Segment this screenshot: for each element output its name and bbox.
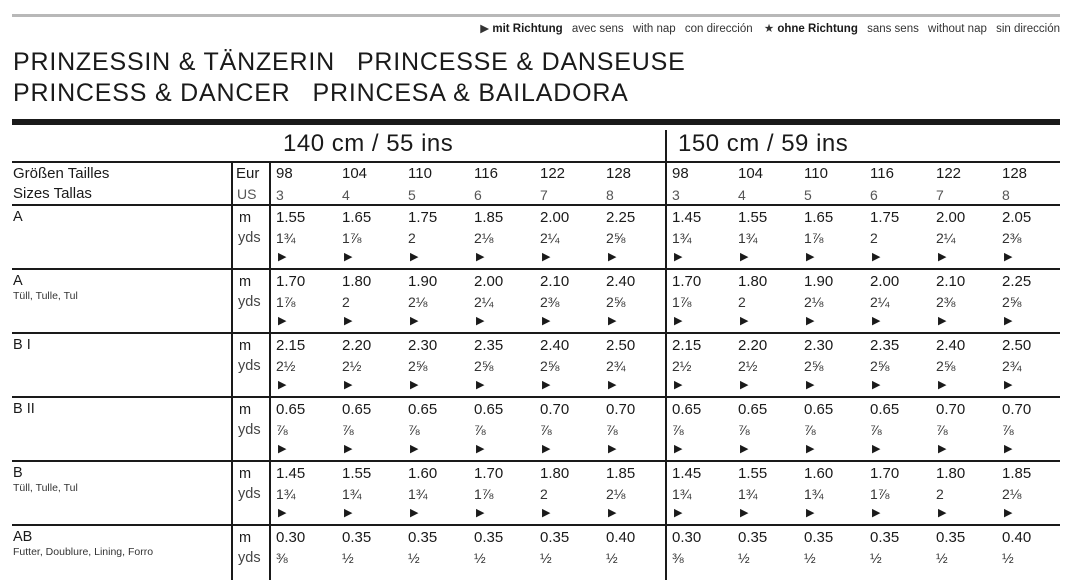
yards-value: 1¾ xyxy=(276,486,296,502)
with-nap-arrow-icon: ▶ xyxy=(872,315,881,327)
yards-value: ½ xyxy=(936,550,948,566)
yards-value: 1¾ xyxy=(276,230,296,246)
us-size: 3 xyxy=(672,187,680,203)
header-bottom-rule xyxy=(12,204,1060,206)
legend-without-nap-es: sin dirección xyxy=(996,23,1060,35)
with-nap-arrow-icon: ▶ xyxy=(542,443,551,455)
yards-value: 2⅜ xyxy=(1002,230,1022,246)
yards-value: 1⅞ xyxy=(276,294,296,310)
yards-value: ⅞ xyxy=(804,422,816,438)
with-nap-arrow-icon: ▶ xyxy=(344,507,353,519)
with-nap-arrow-icon: ▶ xyxy=(476,315,485,327)
yards-value: ⅞ xyxy=(342,422,354,438)
eur-label: Eur xyxy=(236,165,260,182)
with-nap-arrow-icon: ▶ xyxy=(278,251,287,263)
with-nap-arrow-icon: ▶ xyxy=(806,315,815,327)
fabric-width-140: 140 cm / 55 ins xyxy=(283,130,454,157)
us-size: 6 xyxy=(870,187,878,203)
unit-meters: m xyxy=(239,210,252,226)
meters-value: 2.00 xyxy=(870,273,900,290)
meters-value: 2.20 xyxy=(738,337,768,354)
eur-size: 116 xyxy=(870,165,894,182)
yards-value: ½ xyxy=(408,550,420,566)
with-nap-arrow-icon: ▶ xyxy=(872,507,881,519)
yards-value: 2⅝ xyxy=(870,358,890,374)
meters-value: 1.65 xyxy=(342,209,372,226)
with-nap-arrow-icon: ▶ xyxy=(674,507,683,519)
with-nap-arrow-icon: ▶ xyxy=(542,507,551,519)
row-divider xyxy=(12,396,1060,398)
eur-size: 128 xyxy=(1002,165,1028,182)
yards-value: 2⅝ xyxy=(606,294,626,310)
title-line-2 xyxy=(13,79,629,108)
legend-without-nap-fr: sans sens xyxy=(867,23,919,35)
title-en: PRINCESS & DANCER xyxy=(13,79,291,107)
meters-value: 0.65 xyxy=(342,401,372,418)
yards-value: ⅞ xyxy=(474,422,486,438)
meters-value: 1.75 xyxy=(408,209,438,226)
with-nap-arrow-icon: ▶ xyxy=(1004,443,1013,455)
title-line-1 xyxy=(13,48,686,77)
us-size: 5 xyxy=(804,187,812,203)
with-nap-arrow-icon: ▶ xyxy=(410,251,419,263)
unit-meters: m xyxy=(239,338,252,354)
meters-value: 2.30 xyxy=(408,337,438,354)
yards-value: 2½ xyxy=(276,358,296,374)
eur-size: 116 xyxy=(474,165,498,182)
yards-value: 2 xyxy=(540,486,548,502)
yards-value: ⅞ xyxy=(1002,422,1014,438)
meters-value: 1.55 xyxy=(738,465,768,482)
yards-value: ½ xyxy=(540,550,552,566)
meters-value: 1.80 xyxy=(540,465,570,482)
meters-value: 0.65 xyxy=(474,401,504,418)
with-nap-arrow-icon: ▶ xyxy=(476,379,485,391)
with-nap-arrow-icon: ▶ xyxy=(740,379,749,391)
meters-value: 0.30 xyxy=(672,529,702,546)
with-nap-arrow-icon: ▶ xyxy=(872,251,881,263)
meters-value: 1.70 xyxy=(870,465,900,482)
unit-yards: yds xyxy=(238,230,261,246)
yards-value: 1¾ xyxy=(408,486,428,502)
yards-value: 2⅛ xyxy=(804,294,824,310)
yards-value: 2½ xyxy=(342,358,362,374)
with-nap-arrow-icon: ▶ xyxy=(608,379,617,391)
yards-value: 2¼ xyxy=(540,230,560,246)
meters-value: 2.40 xyxy=(606,273,636,290)
yards-value: 1¾ xyxy=(342,486,362,502)
yards-value: ⅜ xyxy=(276,550,288,566)
eur-size: 122 xyxy=(936,165,962,182)
meters-value: 0.35 xyxy=(408,529,438,546)
yards-value: 2⅜ xyxy=(936,294,956,310)
yards-value: 2¾ xyxy=(1002,358,1022,374)
yards-value: ½ xyxy=(870,550,882,566)
meters-value: 1.55 xyxy=(342,465,372,482)
meters-value: 2.30 xyxy=(804,337,834,354)
meters-value: 0.65 xyxy=(870,401,900,418)
with-nap-arrow-icon: ▶ xyxy=(806,443,815,455)
meters-value: 1.85 xyxy=(474,209,504,226)
with-nap-arrow-icon: ▶ xyxy=(938,507,947,519)
fabric-row-label: B I xyxy=(13,337,31,353)
meters-value: 0.35 xyxy=(540,529,570,546)
meters-value: 1.70 xyxy=(672,273,702,290)
meters-value: 1.80 xyxy=(738,273,768,290)
meters-value: 2.50 xyxy=(1002,337,1032,354)
meters-value: 0.40 xyxy=(1002,529,1032,546)
yards-value: 2⅛ xyxy=(606,486,626,502)
with-nap-arrow-icon: ▶ xyxy=(608,443,617,455)
unit-yards: yds xyxy=(238,294,261,310)
yards-value: 2⅝ xyxy=(408,358,428,374)
meters-value: 1.55 xyxy=(276,209,306,226)
meters-value: 1.90 xyxy=(408,273,438,290)
with-nap-arrow-icon: ▶ xyxy=(806,379,815,391)
unit-meters: m xyxy=(239,274,252,290)
yards-value: 2⅝ xyxy=(474,358,494,374)
with-nap-arrow-icon: ▶ xyxy=(278,443,287,455)
yards-value: ½ xyxy=(606,550,618,566)
yards-value: 1⅞ xyxy=(672,294,692,310)
meters-value: 0.65 xyxy=(672,401,702,418)
with-nap-arrow-icon: ▶ xyxy=(410,315,419,327)
eur-size: 98 xyxy=(672,165,689,182)
meters-value: 1.70 xyxy=(276,273,306,290)
meters-value: 2.15 xyxy=(276,337,306,354)
meters-value: 2.35 xyxy=(474,337,504,354)
legend-without-nap-en: without nap xyxy=(928,23,987,35)
with-nap-arrow-icon: ▶ xyxy=(740,251,749,263)
yards-value: 2¾ xyxy=(606,358,626,374)
yards-value: 2 xyxy=(738,294,746,310)
label-column-divider xyxy=(231,161,233,580)
with-nap-arrow-icon: ▶ xyxy=(410,507,419,519)
meters-value: 2.00 xyxy=(474,273,504,290)
fabric-row-sublabel: Tüll, Tulle, Tul xyxy=(13,482,78,494)
unit-yards: yds xyxy=(238,358,261,374)
yards-value: 2¼ xyxy=(936,230,956,246)
legend-with-nap-de: mit Richtung xyxy=(492,23,563,35)
with-nap-arrow-icon: ▶ xyxy=(674,379,683,391)
meters-value: 0.65 xyxy=(804,401,834,418)
meters-value: 2.15 xyxy=(672,337,702,354)
title-fr: PRINCESSE & DANSEUSE xyxy=(356,48,686,76)
fabric-row-sublabel: Tüll, Tulle, Tul xyxy=(13,290,78,302)
with-nap-arrow-icon: ▶ xyxy=(542,379,551,391)
yards-value: 2 xyxy=(936,486,944,502)
with-nap-arrow-icon: ▶ xyxy=(938,315,947,327)
meters-value: 2.25 xyxy=(1002,273,1032,290)
yards-value: 2⅛ xyxy=(408,294,428,310)
meters-value: 1.80 xyxy=(936,465,966,482)
yards-value: ⅞ xyxy=(672,422,684,438)
meters-value: 0.70 xyxy=(936,401,966,418)
meters-value: 0.40 xyxy=(606,529,636,546)
yards-value: 2⅝ xyxy=(1002,294,1022,310)
meters-value: 2.10 xyxy=(936,273,966,290)
with-nap-arrow-icon: ▶ xyxy=(608,315,617,327)
unit-column-divider xyxy=(269,161,271,580)
us-size: 7 xyxy=(936,187,944,203)
yards-value: ⅜ xyxy=(672,550,684,566)
fabric-row-label: A xyxy=(13,209,23,225)
with-nap-arrow-icon: ▶ xyxy=(278,315,287,327)
yards-value: 2½ xyxy=(738,358,758,374)
legend-with-nap-en: with nap xyxy=(632,23,676,35)
with-nap-arrow-icon: ▶ xyxy=(480,23,490,35)
with-nap-arrow-icon: ▶ xyxy=(410,443,419,455)
sizes-label-de-fr: Größen Tailles xyxy=(13,165,110,182)
with-nap-arrow-icon: ▶ xyxy=(938,251,947,263)
yards-value: 2⅝ xyxy=(804,358,824,374)
with-nap-arrow-icon: ▶ xyxy=(608,507,617,519)
unit-meters: m xyxy=(239,466,252,482)
meters-value: 0.70 xyxy=(540,401,570,418)
meters-value: 1.80 xyxy=(342,273,372,290)
with-nap-arrow-icon: ▶ xyxy=(674,443,683,455)
row-divider xyxy=(12,460,1060,462)
with-nap-arrow-icon: ▶ xyxy=(410,379,419,391)
meters-value: 2.00 xyxy=(936,209,966,226)
us-label: US xyxy=(237,186,257,202)
unit-yards: yds xyxy=(238,422,261,438)
with-nap-arrow-icon: ▶ xyxy=(938,443,947,455)
with-nap-arrow-icon: ▶ xyxy=(740,315,749,327)
fabric-row-label: A xyxy=(13,273,23,289)
eur-size: 98 xyxy=(276,165,293,182)
without-nap-star-icon: ★ xyxy=(763,23,775,35)
yards-value: 2¼ xyxy=(870,294,890,310)
yards-value: ½ xyxy=(342,550,354,566)
eur-size: 110 xyxy=(408,165,432,182)
meters-value: 1.85 xyxy=(1002,465,1032,482)
with-nap-arrow-icon: ▶ xyxy=(674,315,683,327)
yards-value: 1⅞ xyxy=(474,486,494,502)
us-size: 4 xyxy=(342,187,350,203)
with-nap-arrow-icon: ▶ xyxy=(278,507,287,519)
eur-size: 104 xyxy=(738,165,764,182)
meters-value: 1.60 xyxy=(804,465,834,482)
fabric-row-label: AB xyxy=(13,529,33,545)
top-rule xyxy=(12,14,1060,17)
yards-value: 1¾ xyxy=(672,230,692,246)
yards-value: 1⅞ xyxy=(870,486,890,502)
with-nap-arrow-icon: ▶ xyxy=(1004,251,1013,263)
nap-legend xyxy=(480,21,1060,35)
unit-meters: m xyxy=(239,530,252,546)
yards-value: 2⅛ xyxy=(474,230,494,246)
meters-value: 0.35 xyxy=(870,529,900,546)
yards-value: 2 xyxy=(870,230,878,246)
with-nap-arrow-icon: ▶ xyxy=(278,379,287,391)
with-nap-arrow-icon: ▶ xyxy=(542,315,551,327)
us-size: 4 xyxy=(738,187,746,203)
meters-value: 2.25 xyxy=(606,209,636,226)
with-nap-arrow-icon: ▶ xyxy=(608,251,617,263)
with-nap-arrow-icon: ▶ xyxy=(476,251,485,263)
meters-value: 0.35 xyxy=(342,529,372,546)
with-nap-arrow-icon: ▶ xyxy=(542,251,551,263)
yards-value: 2¼ xyxy=(474,294,494,310)
yards-value: 2½ xyxy=(672,358,692,374)
yards-value: ⅞ xyxy=(936,422,948,438)
yards-value: ⅞ xyxy=(276,422,288,438)
us-size: 5 xyxy=(408,187,416,203)
yards-value: ½ xyxy=(738,550,750,566)
title-rule xyxy=(12,119,1060,125)
us-size: 7 xyxy=(540,187,548,203)
meters-value: 1.45 xyxy=(276,465,306,482)
yards-value: ½ xyxy=(804,550,816,566)
with-nap-arrow-icon: ▶ xyxy=(740,507,749,519)
fabric-row-label: B II xyxy=(13,401,35,417)
with-nap-arrow-icon: ▶ xyxy=(344,379,353,391)
yards-value: 1¾ xyxy=(804,486,824,502)
meters-value: 0.70 xyxy=(1002,401,1032,418)
meters-value: 0.70 xyxy=(606,401,636,418)
yards-value: 2 xyxy=(342,294,350,310)
with-nap-arrow-icon: ▶ xyxy=(476,443,485,455)
meters-value: 2.10 xyxy=(540,273,570,290)
us-size: 3 xyxy=(276,187,284,203)
meters-value: 0.65 xyxy=(408,401,438,418)
with-nap-arrow-icon: ▶ xyxy=(938,379,947,391)
meters-value: 1.60 xyxy=(408,465,438,482)
meters-value: 0.35 xyxy=(804,529,834,546)
meters-value: 0.35 xyxy=(474,529,504,546)
meters-value: 2.20 xyxy=(342,337,372,354)
meters-value: 0.35 xyxy=(738,529,768,546)
yards-value: 2 xyxy=(408,230,416,246)
row-divider xyxy=(12,268,1060,270)
with-nap-arrow-icon: ▶ xyxy=(1004,507,1013,519)
unit-yards: yds xyxy=(238,486,261,502)
unit-meters: m xyxy=(239,402,252,418)
meters-value: 2.05 xyxy=(1002,209,1032,226)
meters-value: 1.45 xyxy=(672,209,702,226)
meters-value: 0.35 xyxy=(936,529,966,546)
yards-value: ⅞ xyxy=(408,422,420,438)
row-divider xyxy=(12,524,1060,526)
eur-size: 110 xyxy=(804,165,828,182)
fabric-width-150: 150 cm / 59 ins xyxy=(678,130,849,157)
meters-value: 1.90 xyxy=(804,273,834,290)
yards-value: 1¾ xyxy=(738,486,758,502)
with-nap-arrow-icon: ▶ xyxy=(872,443,881,455)
with-nap-arrow-icon: ▶ xyxy=(344,251,353,263)
yards-value: 2⅛ xyxy=(1002,486,1022,502)
yards-value: 2⅝ xyxy=(540,358,560,374)
yards-value: 1¾ xyxy=(738,230,758,246)
yards-value: 2⅝ xyxy=(606,230,626,246)
meters-value: 0.30 xyxy=(276,529,306,546)
yards-value: ⅞ xyxy=(540,422,552,438)
yards-value: 1¾ xyxy=(672,486,692,502)
fabric-row-sublabel: Futter, Doublure, Lining, Forro xyxy=(13,546,154,558)
eur-size: 122 xyxy=(540,165,566,182)
yards-value: ⅞ xyxy=(606,422,618,438)
with-nap-arrow-icon: ▶ xyxy=(806,251,815,263)
meters-value: 0.65 xyxy=(276,401,306,418)
title-es: PRINCESA & BAILADORA xyxy=(312,79,629,107)
meters-value: 1.65 xyxy=(804,209,834,226)
with-nap-arrow-icon: ▶ xyxy=(344,315,353,327)
row-divider xyxy=(12,332,1060,334)
sizes-label-en-es: Sizes Tallas xyxy=(13,185,92,202)
yards-value: ⅞ xyxy=(870,422,882,438)
meters-value: 2.40 xyxy=(540,337,570,354)
meters-value: 2.00 xyxy=(540,209,570,226)
meters-value: 1.55 xyxy=(738,209,768,226)
width-group-divider xyxy=(665,130,667,580)
yards-value: ½ xyxy=(474,550,486,566)
meters-value: 1.70 xyxy=(474,465,504,482)
legend-with-nap-es: con dirección xyxy=(684,23,753,35)
legend-with-nap-fr: avec sens xyxy=(571,23,624,35)
with-nap-arrow-icon: ▶ xyxy=(1004,315,1013,327)
unit-yards: yds xyxy=(238,550,261,566)
with-nap-arrow-icon: ▶ xyxy=(740,443,749,455)
yards-value: 1⅞ xyxy=(342,230,362,246)
eur-size: 128 xyxy=(606,165,632,182)
yards-value: 1⅞ xyxy=(804,230,824,246)
fabric-row-label: B xyxy=(13,465,23,481)
us-size: 6 xyxy=(474,187,482,203)
with-nap-arrow-icon: ▶ xyxy=(674,251,683,263)
us-size: 8 xyxy=(606,187,614,203)
yards-value: 2⅜ xyxy=(540,294,560,310)
with-nap-arrow-icon: ▶ xyxy=(476,507,485,519)
meters-value: 0.65 xyxy=(738,401,768,418)
meters-value: 1.75 xyxy=(870,209,900,226)
with-nap-arrow-icon: ▶ xyxy=(1004,379,1013,391)
with-nap-arrow-icon: ▶ xyxy=(806,507,815,519)
meters-value: 1.85 xyxy=(606,465,636,482)
meters-value: 2.40 xyxy=(936,337,966,354)
us-size: 8 xyxy=(1002,187,1010,203)
meters-value: 2.50 xyxy=(606,337,636,354)
yards-value: ½ xyxy=(1002,550,1014,566)
eur-size: 104 xyxy=(342,165,368,182)
legend-without-nap-de: ohne Richtung xyxy=(777,23,858,35)
meters-value: 2.35 xyxy=(870,337,900,354)
with-nap-arrow-icon: ▶ xyxy=(344,443,353,455)
with-nap-arrow-icon: ▶ xyxy=(872,379,881,391)
yards-value: 2⅝ xyxy=(936,358,956,374)
meters-value: 1.45 xyxy=(672,465,702,482)
title-de: PRINZESSIN & TÄNZERIN xyxy=(13,48,335,76)
yards-value: ⅞ xyxy=(738,422,750,438)
